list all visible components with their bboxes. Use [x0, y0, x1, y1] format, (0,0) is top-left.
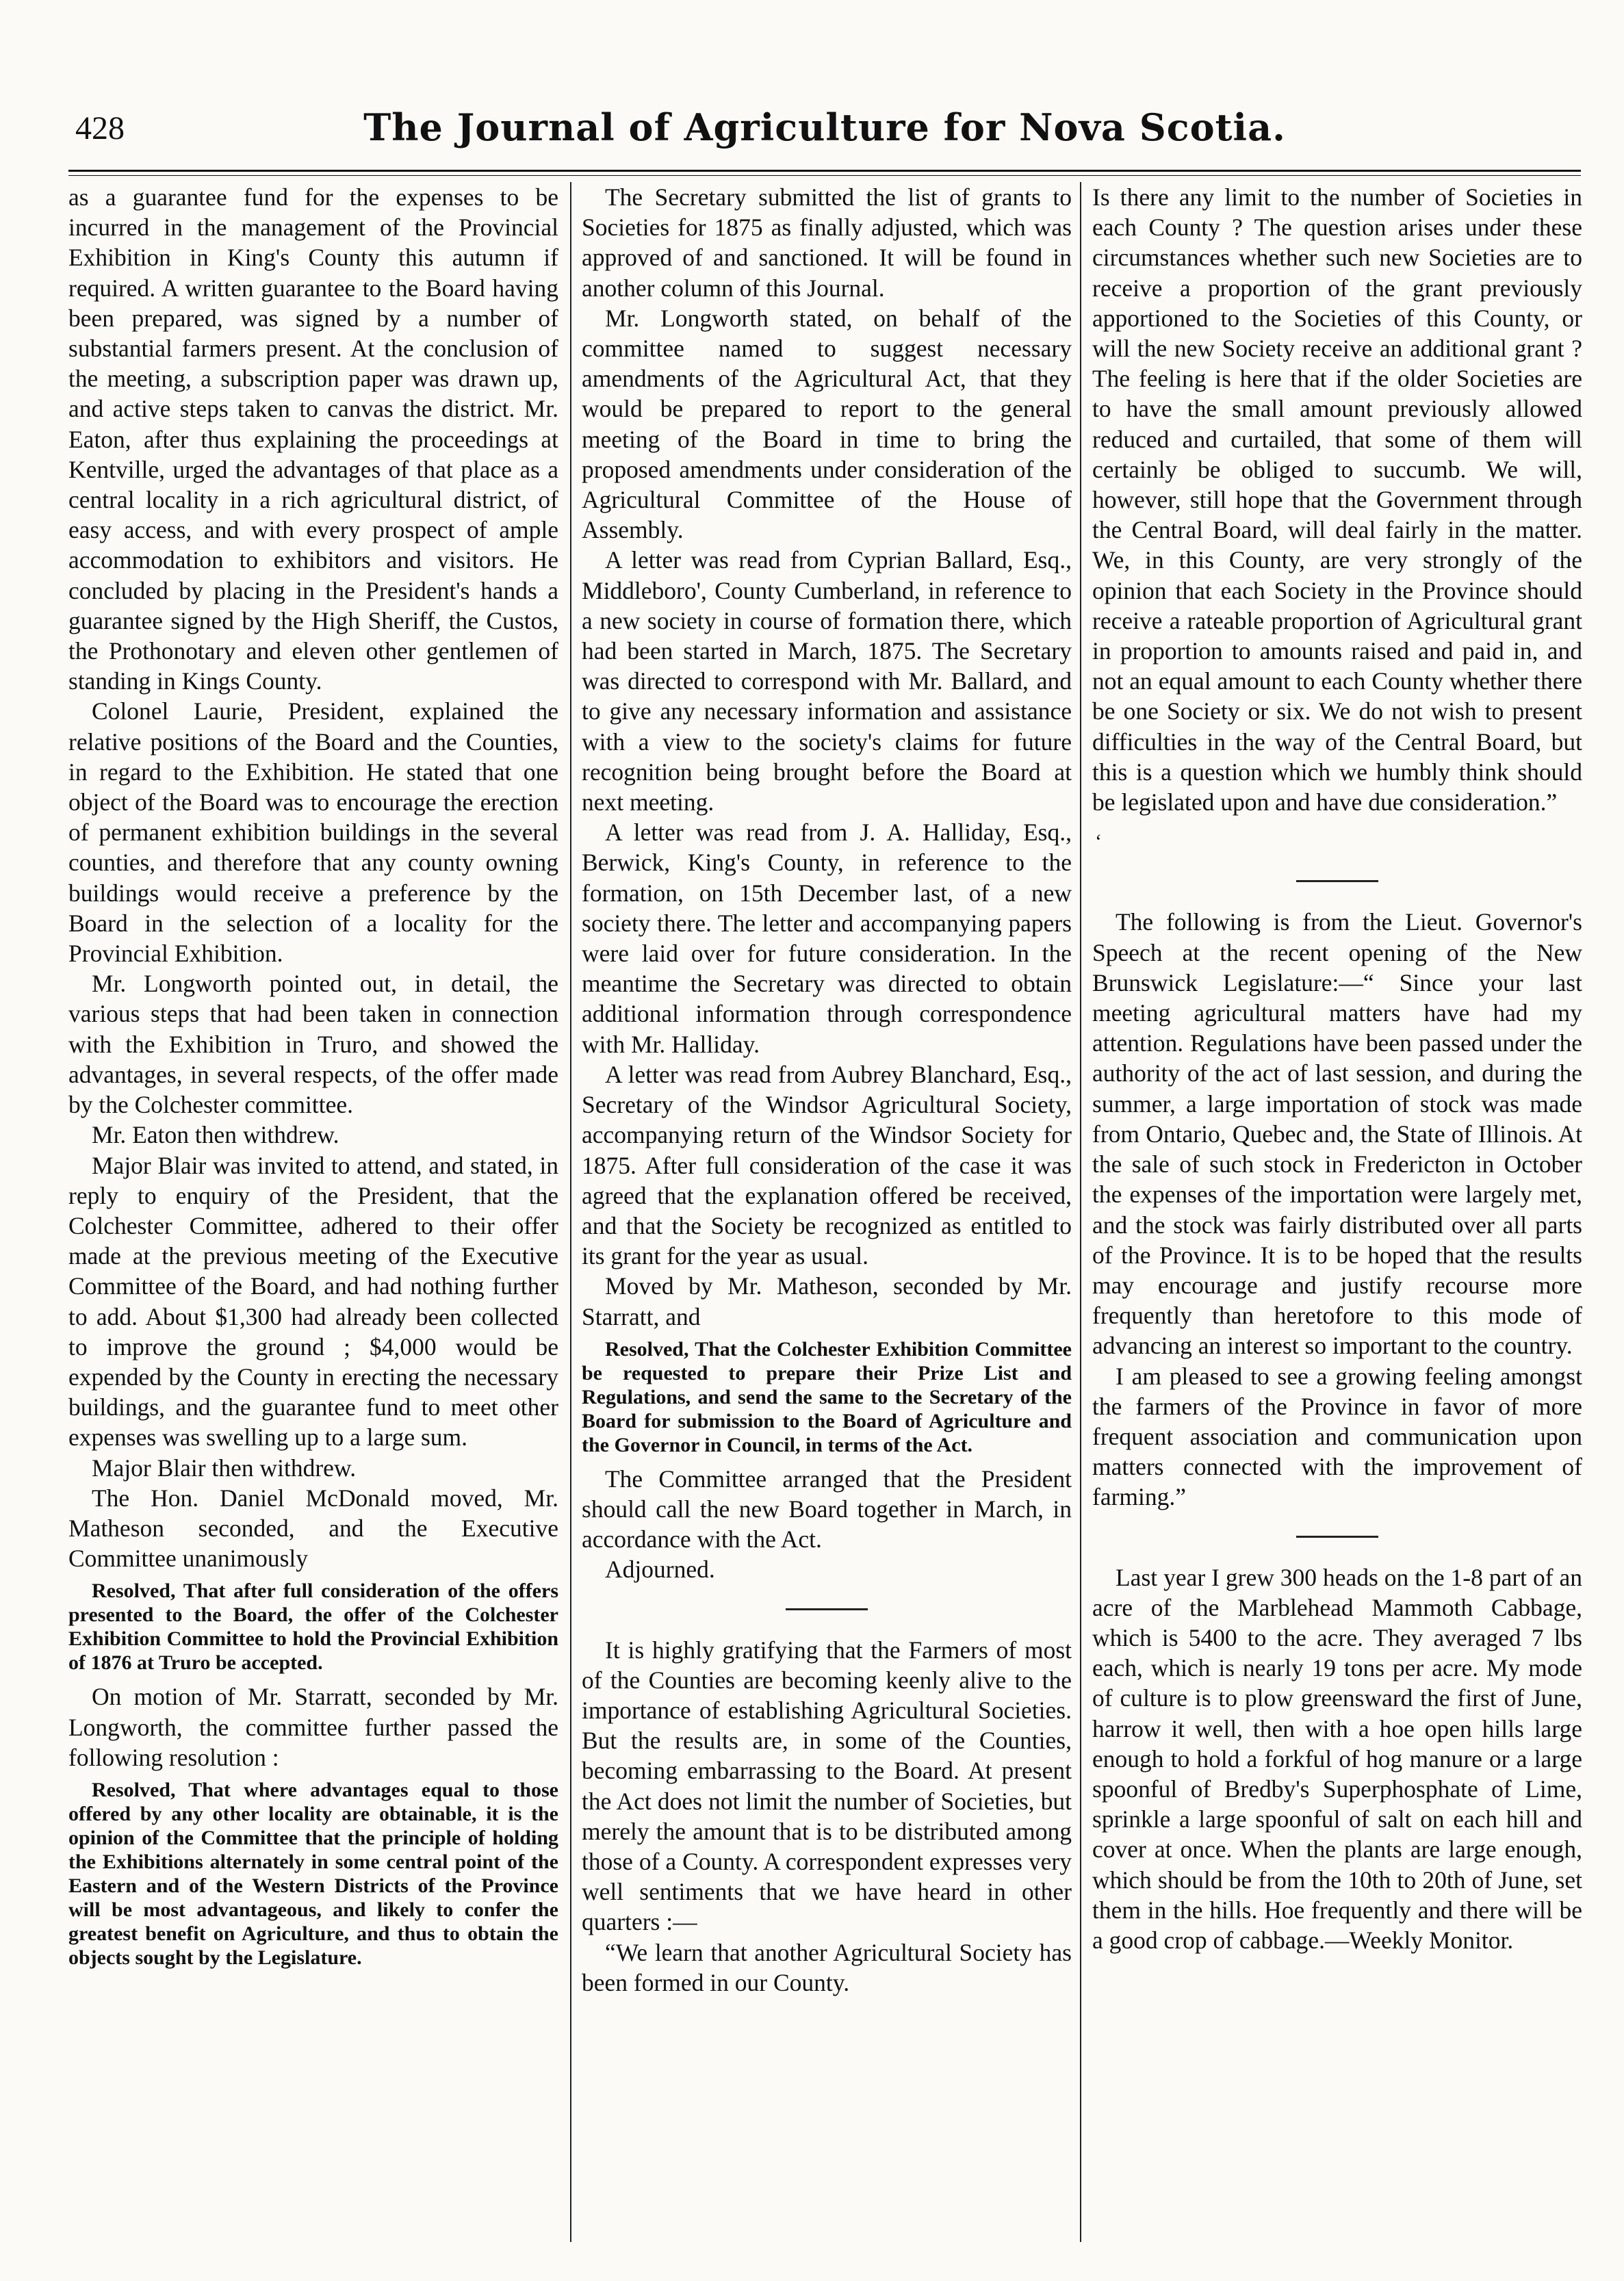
paragraph: A letter was read from J. A. Halliday, Esq., Berwick, King's County, in reference to the formation, on 15th December last, of a new society there. The letter and accompanying papers were laid over for future consideration. In the meantime the Secretary was directed to obtain additional information through correspondence with Mr. Halliday. [582, 819, 1072, 1058]
paragraph: Last year I grew 300 heads on the 1-8 part of an acre of the Marblehead Mammoth Cabbage, which is 5400 to the acre. They averaged 7 lbs each, which is nearly 19 tons per acre. My mode of culture is to plow greensward the first of June, harrow it well, then with a hoe open hills large enough to hold a forkful of hog manure or a large spoonful of Bredby's Superphosphate of Lime, sprinkle a large spoonful of salt on each hill and cover at once. When the plants are large enough, which should be from the 10th to 20th of June, set them in the hills. Hoe frequently and there will be a good crop of cabbage.—Weekly Monitor. [1092, 1563, 1582, 1954]
paragraph: Mr. Eaton then withdrew. [92, 1121, 339, 1149]
paragraph: It is highly gratifying that the Farmers of most of the Counties are becoming keenly alive to the importance of establishing Agricultural Societies. But the results are, in some of the Counties, becoming embarrassing to the Board. At present the Act does not limit the number of Societies, but merely the amount that is to be distributed among those of a County. A correspondent expresses very well sentiments that we have heard in other quarters :— [582, 1636, 1072, 1936]
paragraph: Moved by Mr. Matheson, seconded by Mr. Starratt, and [582, 1272, 1072, 1330]
paragraph: The Committee arranged that the President should call the new Board together in March, in accordance with the Act. [582, 1465, 1072, 1554]
paragraph: I am pleased to see a growing feeling amongst the farmers of the Province in favor of more frequent association and communication upon matters connected with the improvement of farming.” [1092, 1362, 1582, 1511]
section-divider [1296, 880, 1378, 882]
page-number: 428 [75, 110, 125, 146]
resolution: Resolved, That the Colchester Exhibition Committee be requested to prepare their Prize List and Regulations, and send the same to the Secretary of the Board for submission to the Board of Agriculture and the Governor in Council, in terms of the Act. [582, 1337, 1072, 1456]
stray-mark: ‘ [1095, 830, 1102, 853]
paragraph: A letter was read from Cyprian Ballard, Esq., Middleboro', County Cumberland, in reference to a new society in course of formation there, which had been started in March, 1875. The Secretary was directed to correspond with Mr. Ballard, and to give any necessary information and assistance with a view to the society's claims for future recognition being brought before the Board at next meeting. [582, 546, 1072, 816]
paragraph: Colonel Laurie, President, explained the relative positions of the Board and the Counties, in regard to the Exhibition. He stated that one object of the Board was to encourage the erection of permanent exhibition buildings in the several counties, and therefore that any county owning buildings would receive a preference by the Board in the selection of a locality for the Provincial Exhibition. [68, 697, 558, 968]
paragraph: The following is from the Lieut. Governor's Speech at the recent opening of the New Brunswick Legislature:—“ Since your last meeting agricultural matters have had my attention. Regulations have been passed under the authority of the act of last session, and during the summer, a large importation of stock was made from Ontario, Quebec and, the State of Illinois. At the sale of such stock in Fredericton in October the expenses of the importation were largely met, and the stock was fairly distributed over all parts of the Province. It is to be hoped that the results may encourage and justify recourse more frequently than heretofore to this mode of advancing an interest so important to the country. [1092, 908, 1582, 1360]
column-middle [582, 182, 1072, 2242]
paragraph: A letter was read from Aubrey Blanchard, Esq., Secretary of the Windsor Agricultural Society, accompanying return of the Windsor Society for 1875. After full consideration of the case it was agreed that the explanation offered be received, and that the Society be recognized as entitled to its grant for the year as usual. [582, 1060, 1072, 1270]
section-divider [786, 1608, 868, 1610]
page-header [68, 103, 1581, 157]
paragraph: Major Blair was invited to attend, and stated, in reply to enquiry of the President, that the Colchester Committee, adhered to their offer made at the previous meeting of the Executive Committee of the Board, and had nothing further to add. About $1,300 had already been collected to improve the ground ; $4,000 would be expended by the County in erecting the necessary buildings, and the guarantee fund to meet other expenses was swelling up to a large sum. [68, 1151, 558, 1452]
resolution: Resolved, That where advantages equal to those offered by any other locality are obtainable, it is the opinion of the Committee that the principle of holding the Exhibitions alternately in some central point of the Eastern and of the Western Districts of the Province will be most advantageous, and likely to confer the greatest benefit on Agriculture, and thus to obtain the objects sought by the Legislature. [68, 1778, 558, 1969]
paragraph: The Secretary submitted the list of grants to Societies for 1875 as finally adjusted, which was approved of and sanctioned. It will be found in another column of this Journal. [582, 183, 1072, 302]
column-right [1092, 182, 1582, 2242]
column-separator [1080, 182, 1081, 2242]
paragraph: Adjourned. [605, 1556, 715, 1584]
header-rule [68, 170, 1581, 172]
paragraph: as a guarantee fund for the expenses to be incurred in the management of the Provincial Exhibition in King's County this autumn if required. A written guarantee to the Board having been prepared, was signed by a number of substantial farmers present. At the conclusion of the meeting, a subscription paper was drawn up, and active steps taken to canvas the district. Mr. Eaton, after thus explaining the proceedings at Kentville, urged the advantages of that place as a central locality in a rich agricultural district, of easy access, and with every prospect of ample accommodation to exhibitors and visitors. He concluded by placing in the President's hands a guarantee signed by the High Sheriff, the Custos, the Prothonotary and eleven other gentlemen of standing in Kings County. [68, 183, 558, 695]
resolution: Resolved, That after full consideration of the offers presented to the Board, the offer of the Colchester Exhibition Committee to hold the Provincial Exhibition of 1876 at Truro be accepted. [68, 1580, 558, 1675]
paragraph: Mr. Longworth stated, on behalf of the committee named to suggest necessary amendments of the Agricultural Act, that they would be prepared to report to the general meeting of the Board in time to bring the proposed amendments under consideration of the Agricultural Committee of the House of Assembly. [582, 304, 1072, 544]
journal-title: The Journal of Agriculture for Nova Scotia. [363, 105, 1286, 149]
paragraph: Is there any limit to the number of Societies in each County ? The question arises under these circumstances whether such new Societies are to receive a proportion of the grant previously apportioned to the Societies of this County, or will the new Society receive an additional grant ? The feeling is here that if the older Societies are to have the small amount previously allowed reduced and curtailed, that some of them will certainly be obliged to succumb. We will, however, still hope that the Government through the Central Board, will deal fairly in the matter. We, in this County, are very strongly of the opinion that each Society in the Province should receive a rateable proportion of Agricultural grant in proportion to amounts raised and paid in, and not an equal amount to each County whether there be one Society or six. We do not wish to present difficulties in the way of the Central Board, but this is a question which we humbly think should be legislated upon and have due consideration.” [1092, 183, 1582, 816]
paragraph: Mr. Longworth pointed out, in detail, the various steps that had been taken in connection with the Exhibition in Truro, and showed the advantages, in several respects, of the offer made by the Colchester committee. [68, 970, 558, 1119]
paragraph: Major Blair then withdrew. [92, 1454, 357, 1482]
paragraph: The Hon. Daniel McDonald moved, Mr. Matheson seconded, and the Executive Committee unanimously [68, 1484, 558, 1573]
paragraph: “We learn that another Agricultural Society has been formed in our County. [582, 1938, 1072, 1996]
column-left [68, 182, 558, 2242]
header-rule-thin [68, 175, 1581, 176]
column-separator [570, 182, 571, 2242]
section-divider [1296, 1536, 1378, 1538]
paragraph: On motion of Mr. Starratt, seconded by Mr. Longworth, the committee further passed the following resolution : [68, 1683, 558, 1771]
